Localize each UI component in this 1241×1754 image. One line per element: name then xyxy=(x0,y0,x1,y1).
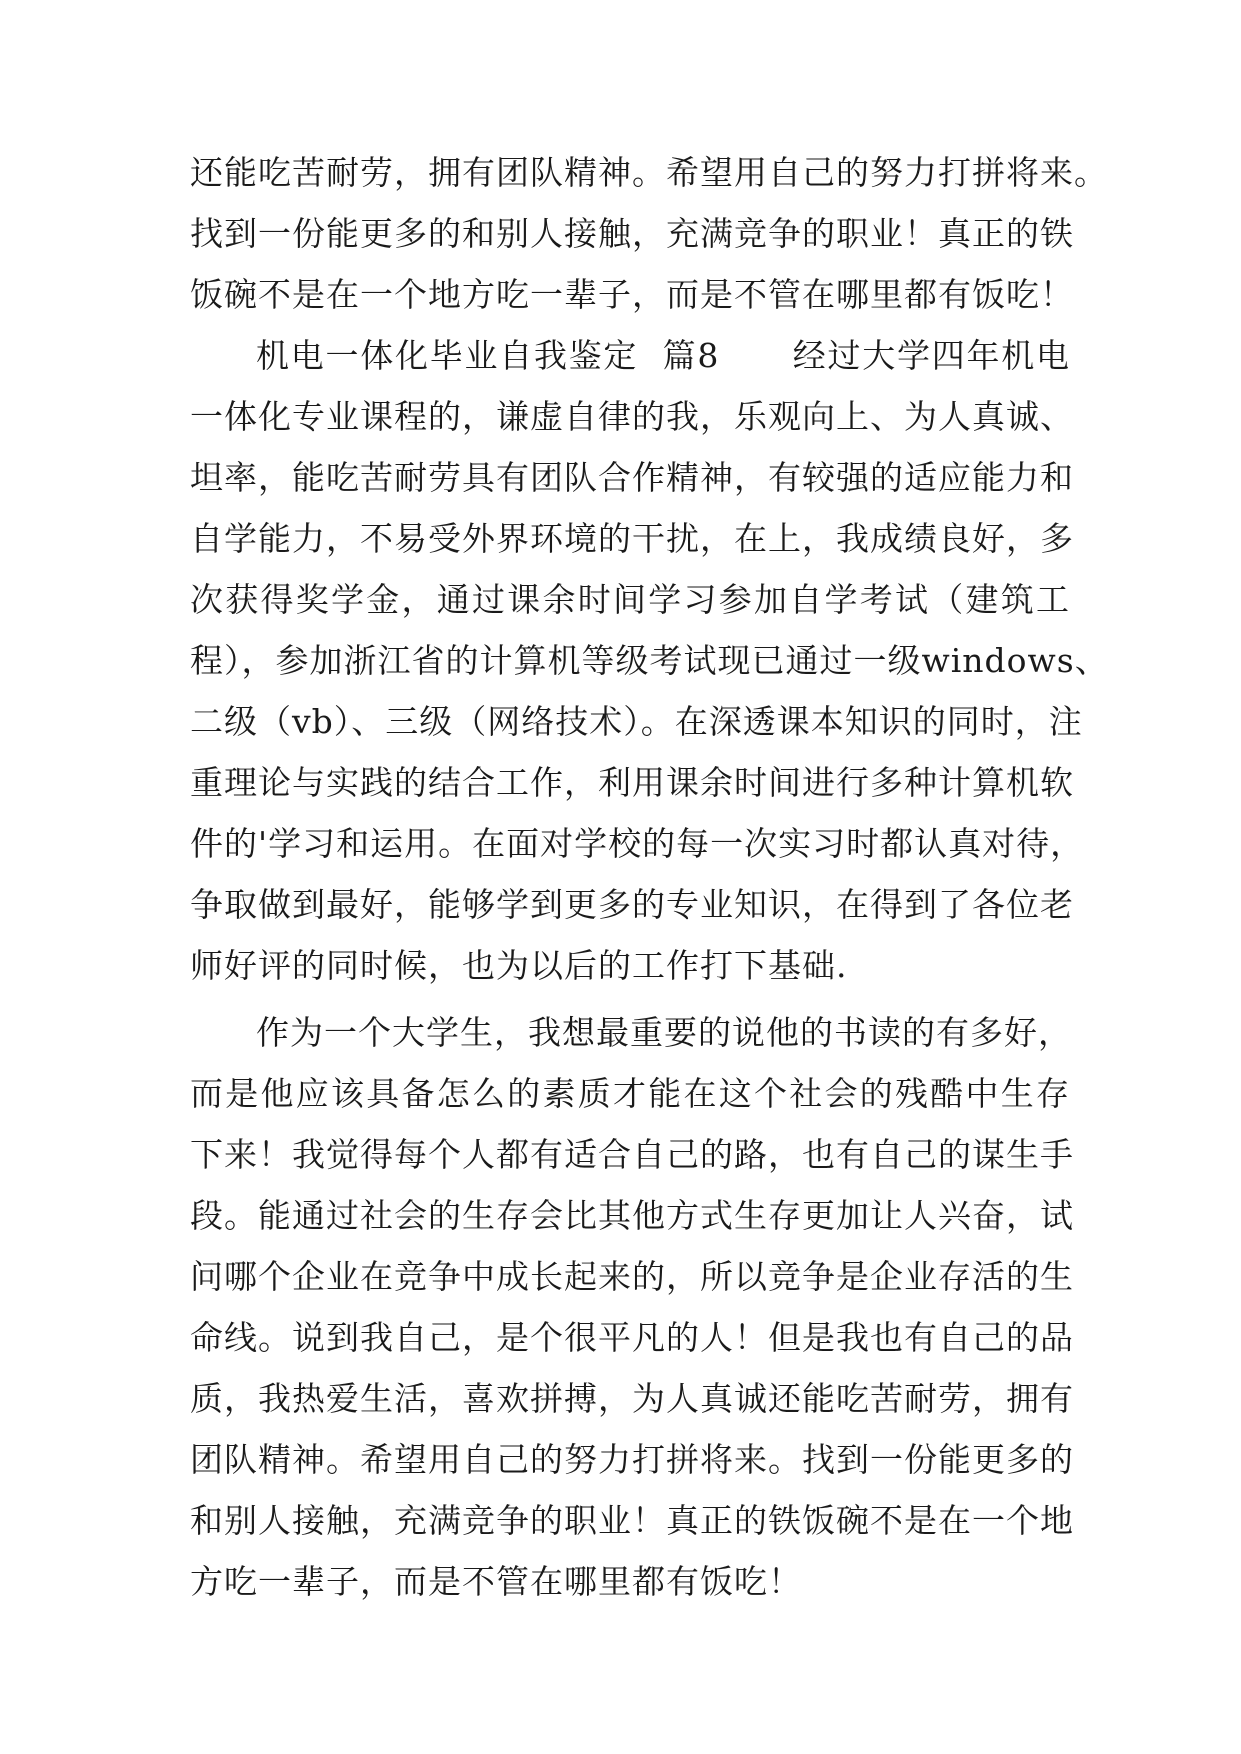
section-heading-line: 机电一体化毕业自我鉴定 篇8 经过大学四年机电 xyxy=(256,336,1070,375)
text-line: 件的'学习和运用。在面对学校的每一次实习时都认真对待， xyxy=(190,824,1085,863)
text-line: 方吃一辈子，而是不管在哪里都有饭吃！ xyxy=(190,1562,802,1601)
text-line: 和别人接触，充满竞争的职业！真正的铁饭碗不是在一个地 xyxy=(190,1501,1074,1540)
text-line: 饭碗不是在一个地方吃一辈子，而是不管在哪里都有饭吃！ xyxy=(190,275,1074,314)
text-line: 二级（vb）、三级（网络技术）。在深透课本知识的同时，注 xyxy=(190,702,1083,741)
text-line: 找到一份能更多的和别人接触，充满竞争的职业！真正的铁 xyxy=(190,214,1074,253)
text-line: 命线。说到我自己，是个很平凡的人！但是我也有自己的品 xyxy=(190,1318,1074,1357)
text-line: 程），参加浙江省的计算机等级考试现已通过一级windows、 xyxy=(190,641,1109,680)
text-line: 自学能力，不易受外界环境的干扰，在上，我成绩良好，多 xyxy=(190,519,1074,558)
text-line: 一体化专业课程的，谦虚自律的我，乐观向上、为人真诚、 xyxy=(190,397,1074,436)
document-body xyxy=(190,142,1109,1612)
text-line: 问哪个企业在竞争中成长起来的，所以竞争是企业存活的生 xyxy=(190,1257,1074,1296)
paragraph-start-line: 作为一个大学生，我想最重要的说他的书读的有多好， xyxy=(256,1013,1072,1052)
text-line: 段。能通过社会的生存会比其他方式生存更加让人兴奋，试 xyxy=(190,1196,1074,1235)
text-line: 还能吃苦耐劳，拥有团队精神。希望用自己的努力打拼将来。 xyxy=(190,153,1108,192)
text-line: 而是他应该具备怎么的素质才能在这个社会的残酷中生存 xyxy=(190,1074,1070,1113)
text-line: 质，我热爱生活，喜欢拼搏，为人真诚还能吃苦耐劳，拥有 xyxy=(190,1379,1074,1418)
text-line: 重理论与实践的结合工作，利用课余时间进行多种计算机软 xyxy=(190,763,1074,802)
text-line: 次获得奖学金，通过课余时间学习参加自学考试（建筑工 xyxy=(190,580,1070,619)
text-line: 争取做到最好，能够学到更多的专业知识，在得到了各位老 xyxy=(190,885,1074,924)
text-line: 师好评的同时候，也为以后的工作打下基础. xyxy=(190,946,848,985)
text-line: 下来！我觉得每个人都有适合自己的路，也有自己的谋生手 xyxy=(190,1135,1074,1174)
text-line: 团队精神。希望用自己的努力打拼将来。找到一份能更多的 xyxy=(190,1440,1074,1479)
text-line: 坦率，能吃苦耐劳具有团队合作精神，有较强的适应能力和 xyxy=(190,458,1074,497)
